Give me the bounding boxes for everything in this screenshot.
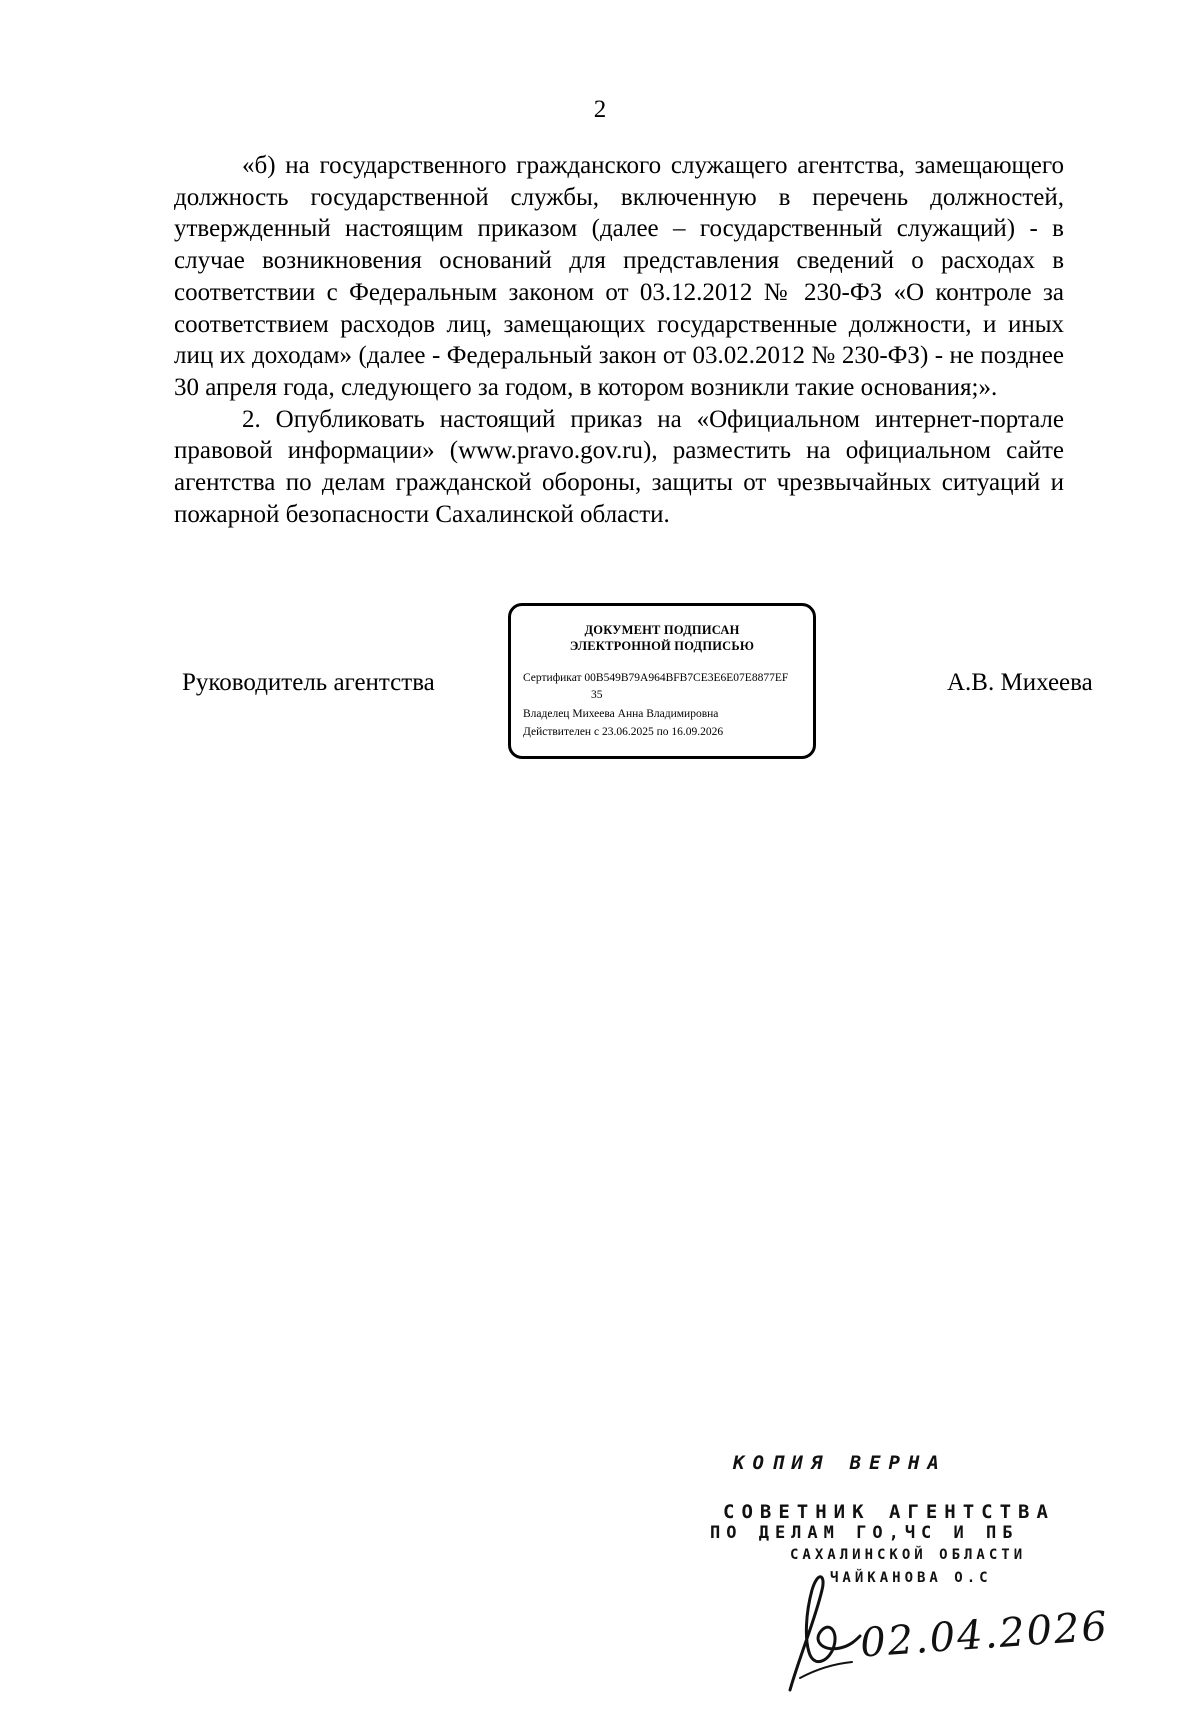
copy-stamp-department: ПО ДЕЛАМ ГО,ЧС И ПБ [710, 1523, 1019, 1543]
e-signature-certificate: Сертификат 00B549B79A964BFB7CE3E6E07E8877EF [523, 672, 789, 684]
signatory-name: А.В. Михеева [947, 669, 1093, 696]
paragraph-2: 2. Опубликовать настоящий приказ на «Официальном интернет-портале правовой информации» (www.pravo.gov.ru), разместить на официальном сайте агентства по делам гражданской обороны, защиты от чрезвычайных ситуаций и пожарной безопасности Сахалинской области. [174, 405, 1064, 528]
signatory-position: Руководитель агентства [182, 669, 435, 696]
e-signature-validity: Действителен с 23.06.2025 по 16.09.2026 [523, 726, 724, 738]
copy-certified-stamp: КОПИЯ ВЕРНА [733, 1452, 947, 1474]
copy-stamp-region: САХАЛИНСКОЙ ОБЛАСТИ [790, 1547, 1027, 1563]
e-signature-owner: Владелец Михеева Анна Владимировна [523, 708, 719, 720]
e-signature-title-line1: ДОКУМЕНТ ПОДПИСАН [584, 623, 740, 637]
electronic-signature-stamp [508, 603, 816, 759]
handwritten-date: 02.04.2026 [858, 1603, 1111, 1667]
page-number: 2 [593, 96, 607, 123]
e-signature-title [511, 622, 813, 654]
e-signature-certificate-cont: 35 [591, 689, 603, 701]
e-signature-title-line2: ЭЛЕКТРОННОЙ ПОДПИСЬЮ [569, 639, 755, 653]
copy-stamp-person: ЧАЙКАНОВА О.С [830, 1570, 992, 1586]
copy-stamp-position: СОВЕТНИК АГЕНТСТВА [723, 1501, 1055, 1523]
document-body [174, 150, 1064, 530]
paragraph-b: «б) на государственного гражданского служащего агентства, замещающего должность государственной службы, включенную в перечень должностей, утвержденный настоящим приказом (далее – государственный служащий) - в случае возникновения оснований для представления сведений о расходах в соответствии с Федеральным законом от 03.12.2012 № 230-ФЗ «О контроле за соответствием расходов лиц, замещающих государственные должности, и иных лиц их доходам» (далее - Федеральный закон от 03.02.2012 № 230-ФЗ) - не позднее 30 апреля года, следующего за годом, в котором возникли такие основания;». [174, 152, 1064, 401]
